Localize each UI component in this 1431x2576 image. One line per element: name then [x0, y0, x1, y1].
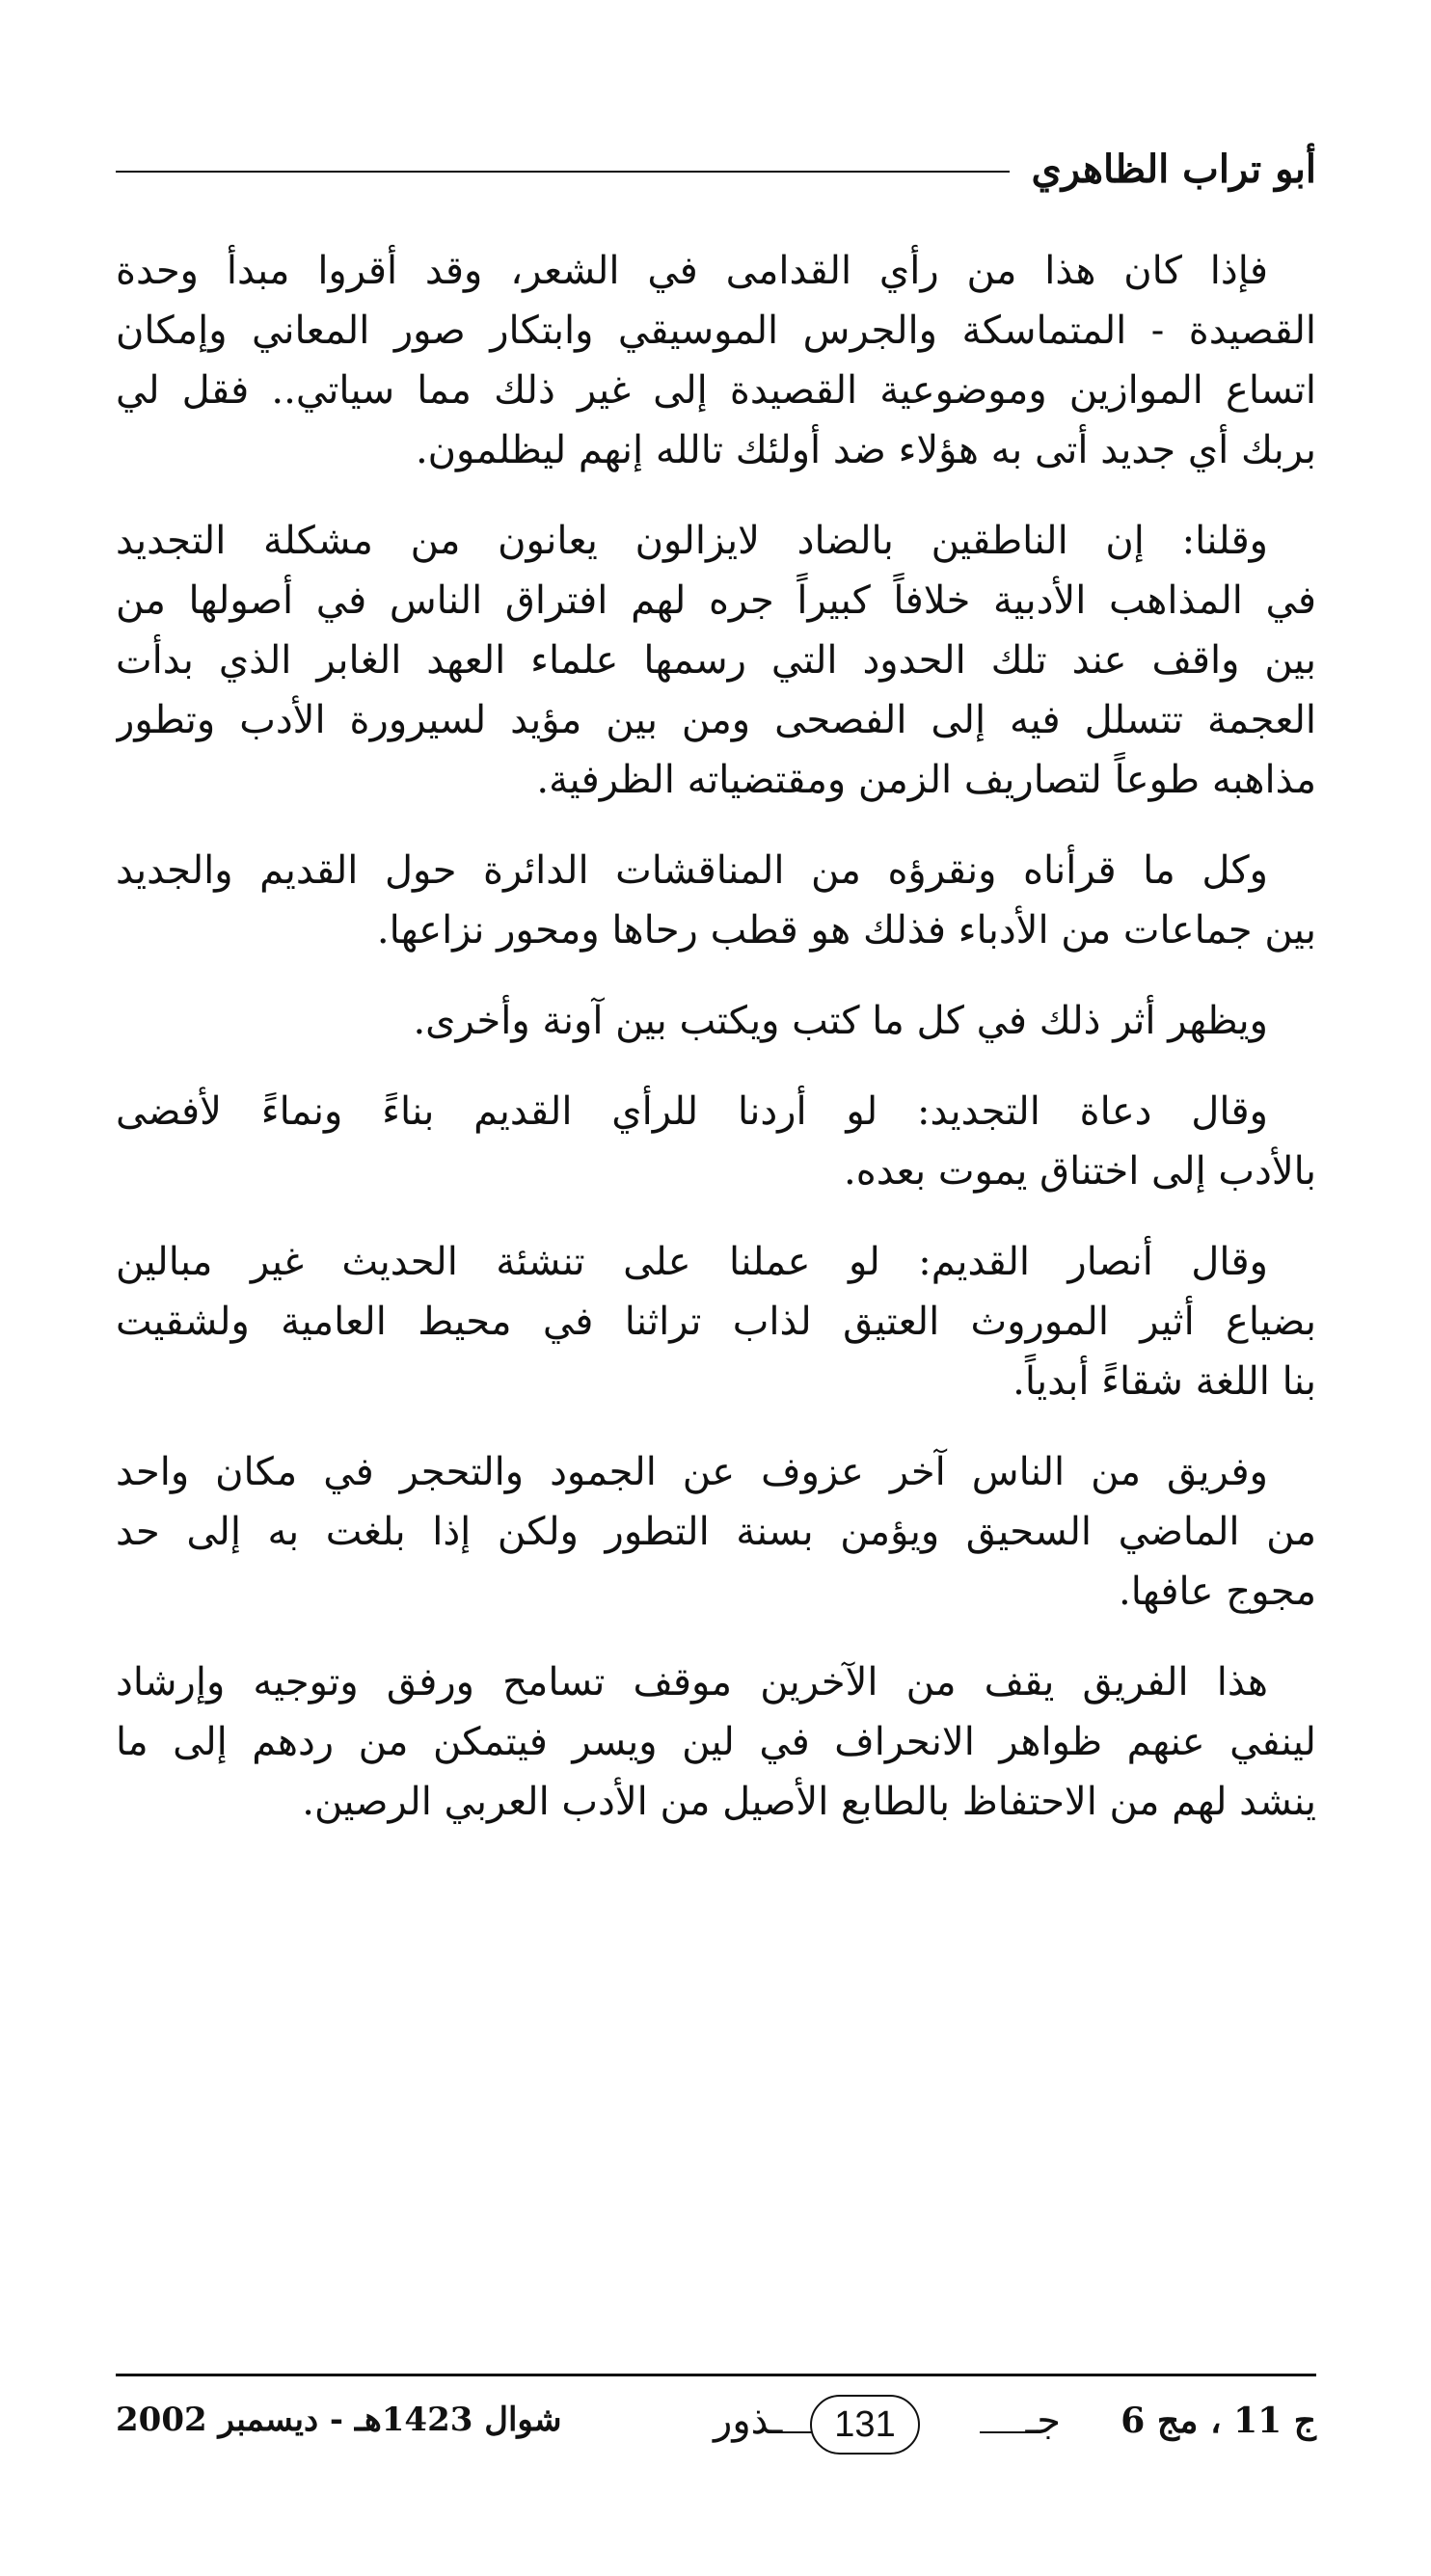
- article-body: [116, 241, 1316, 1863]
- header-rule: [116, 171, 1010, 173]
- text-line: اتساع الموازين وموضوعية القصيدة إلى غير ذلك مما سياتي.. فقل لي: [116, 368, 1316, 413]
- footer-rule: [116, 2374, 1316, 2376]
- paragraph: [116, 1082, 1316, 1201]
- text-line: من الماضي السحيق ويؤمن بسنة التطور ولكن إذا بلغت به إلى حد: [116, 1510, 1316, 1554]
- text-line: في المذاهب الأدبية خلافاً كبيراً جره لهم افتراق الناس في أصولها من: [116, 578, 1316, 623]
- paragraph: [116, 1652, 1316, 1832]
- issue-volume: ج 11 ، مج 6: [1120, 2401, 1316, 2441]
- text-line: فإذا كان هذا من رأي القدامى في الشعر، وقد أقروا مبدأ وحدة: [116, 249, 1268, 293]
- text-line: ويظهر أثر ذلك في كل ما كتب ويكتب بين آونة وأخرى.: [413, 999, 1268, 1043]
- text-line: هذا الفريق يقف من الآخرين موقف تسامح ورفق وتوجيه وإرشاد: [116, 1660, 1268, 1704]
- paragraph: [116, 991, 1316, 1051]
- text-line: وكل ما قرأناه ونقرؤه من المناقشات الدائرة حول القديم والجديد: [116, 848, 1268, 893]
- paragraph: [116, 1232, 1316, 1411]
- text-line: بين واقف عند تلك الحدود التي رسمها علماء العهد الغابر الذي بدأت: [116, 638, 1316, 683]
- logo-line-right: [980, 2431, 1032, 2433]
- issue-date: شوال 1423هـ - ديسمبر 2002: [116, 2401, 562, 2439]
- text-line: بالأدب إلى اختناق يموت بعده.: [844, 1149, 1316, 1194]
- page-footer: [116, 2389, 1316, 2466]
- text-line: لينفي عنهم ظواهر الانحراف في لين ويسر فيتمكن من ردهم إلى ما: [116, 1720, 1316, 1764]
- text-line: وفريق من الناس آخر عزوف عن الجمود والتحجر في مكان واحد: [116, 1450, 1268, 1494]
- text-line: مجوج عافها.: [1119, 1570, 1316, 1614]
- text-line: وقال دعاة التجديد: لو أردنا للرأي القديم بناءً ونماءً لأفضى: [116, 1089, 1268, 1134]
- text-line: بنا اللغة شقاءً أبدياً.: [1012, 1359, 1316, 1404]
- text-line: بضياع أثير الموروث العتيق لذاب تراثنا في محيط العامية ولشقيت: [116, 1300, 1316, 1344]
- text-line: بين جماعات من الأدباء فذلك هو قطب رحاها ومحور نزاعها.: [376, 908, 1316, 953]
- page-number: 131: [834, 2403, 896, 2445]
- text-line: القصيدة - المتماسكة والجرس الموسيقي وابتكار صور المعاني وإمكان: [116, 309, 1316, 353]
- paragraph: [116, 1442, 1316, 1622]
- text-line: مذاهبه طوعاً لتصاريف الزمن ومقتضياته الظرفية.: [536, 758, 1316, 802]
- text-line: ينشد لهم من الاحتفاظ بالطابع الأصيل من الأدب العربي الرصين.: [302, 1780, 1316, 1824]
- running-header: [116, 135, 1316, 202]
- journal-logo: [714, 2389, 1061, 2466]
- text-line: بربك أي جديد أتى به هؤلاء ضد أولئك تالله إنهم ليظلمون.: [415, 428, 1316, 472]
- paragraph: [116, 841, 1316, 960]
- paragraph: [116, 511, 1316, 810]
- text-line: وقال أنصار القديم: لو عملنا على تنشئة الحديث غير مبالين: [116, 1240, 1268, 1284]
- paragraph: [116, 241, 1316, 480]
- page-number-oval: [810, 2395, 920, 2455]
- journal-logo-prefix: جـ: [1025, 2399, 1061, 2443]
- journal-logo-suffix: ـذور: [714, 2399, 783, 2443]
- author-name: أبو تراب الظاهري: [1031, 146, 1316, 192]
- text-line: العجمة تتسلل فيه إلى الفصحى ومن بين مؤيد لسيرورة الأدب وتطور: [116, 698, 1316, 742]
- text-line: وقلنا: إن الناطقين بالضاد لايزالون يعانون من مشكلة التجديد: [116, 519, 1268, 563]
